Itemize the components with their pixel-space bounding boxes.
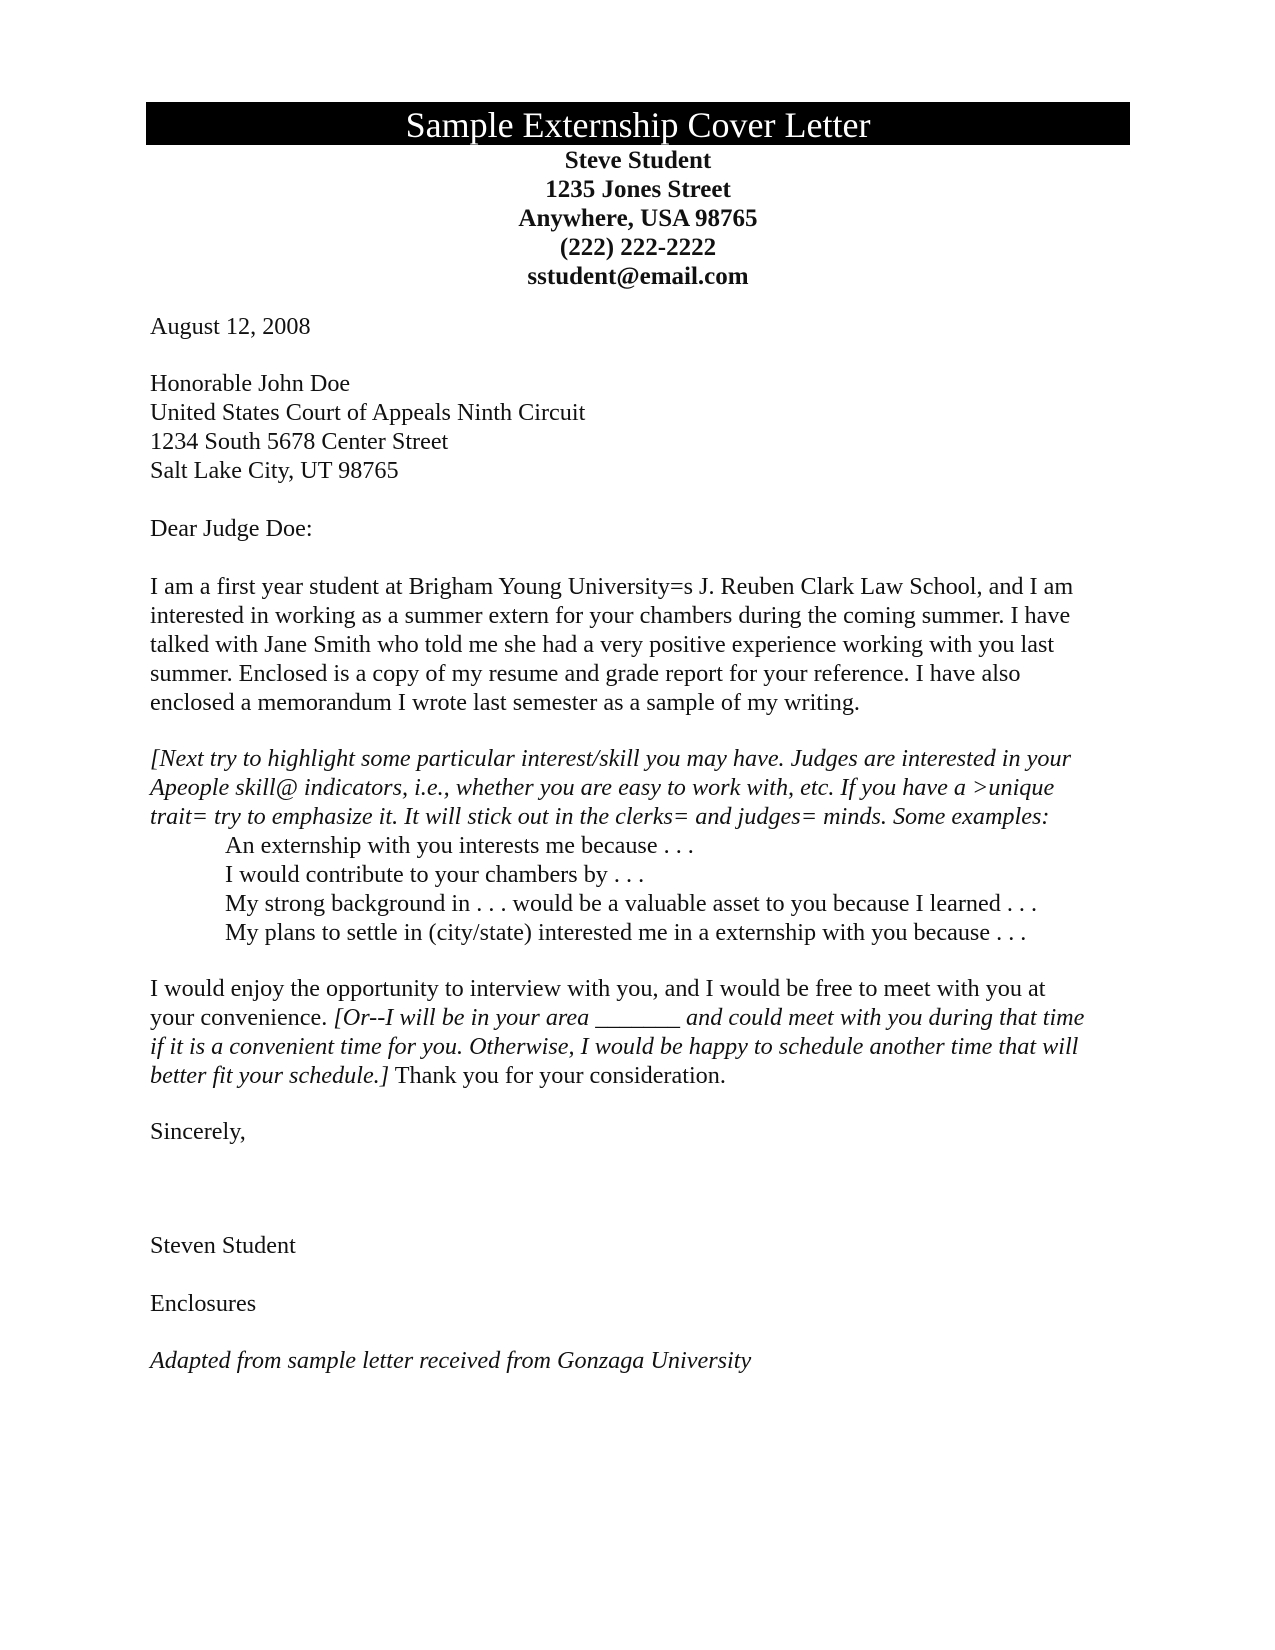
recipient-name: Honorable John Doe xyxy=(150,370,351,397)
sign-off-block xyxy=(150,1117,1130,1146)
closing-line: if it is a convenient time for you. Otherwise, I would be happy to schedule another time that will xyxy=(150,1033,1079,1060)
closing-text: your convenience. xyxy=(150,1004,334,1031)
sender-header xyxy=(146,146,1130,291)
paragraph-intro xyxy=(150,572,1130,717)
paragraph-line: interested in working as a summer extern for your chambers during the coming summer. I have xyxy=(150,602,1071,629)
recipient-city: Salt Lake City, UT 98765 xyxy=(150,457,399,484)
signature-name: Steven Student xyxy=(150,1232,296,1259)
recipient-court: United States Court of Appeals Ninth Circuit xyxy=(150,399,586,426)
closing-text: Thank you for your consideration. xyxy=(389,1062,726,1089)
sender-email: sstudent@email.com xyxy=(527,263,749,290)
guidance-line: Apeople skill@ indicators, i.e., whether you are easy to work with, etc. If you have a >unique xyxy=(150,774,1055,801)
example-item: An externship with you interests me because . . . xyxy=(225,832,694,859)
closing-line xyxy=(150,1061,1130,1090)
salutation: Dear Judge Doe: xyxy=(150,515,313,542)
enclosures-label: Enclosures xyxy=(150,1290,257,1317)
paragraph-line: talked with Jane Smith who told me she had a very positive experience working with you last xyxy=(150,631,1055,658)
closing-phrase: Sincerely, xyxy=(150,1118,246,1145)
example-item: I would contribute to your chambers by . . . xyxy=(225,861,645,888)
guidance-line: [Next try to highlight some particular interest/skill you may have. Judges are interested in your xyxy=(150,745,1071,772)
letter-date-block xyxy=(150,312,1130,341)
recipient-block xyxy=(150,369,1130,485)
closing-line: I would enjoy the opportunity to interview with you, and I would be free to meet with you at xyxy=(150,975,1046,1002)
document-title: Sample Externship Cover Letter xyxy=(146,102,1130,145)
closing-line xyxy=(150,1003,1130,1032)
sender-name: Steve Student xyxy=(564,147,712,174)
salutation-block xyxy=(150,514,1130,543)
signature-block xyxy=(150,1231,1130,1260)
example-item: My strong background in . . . would be a valuable asset to you because I learned . . . xyxy=(225,890,1038,917)
recipient-street: 1234 South 5678 Center Street xyxy=(150,428,449,455)
closing-italic-text: better fit your schedule.] xyxy=(150,1062,390,1089)
enclosures-block xyxy=(150,1289,1130,1318)
sender-phone: (222) 222-2222 xyxy=(559,234,717,261)
paragraph-closing xyxy=(150,974,1130,1090)
closing-italic-text: [Or--I will be in your area _______ and could meet with you during that time xyxy=(333,1004,1085,1031)
paragraph-line: enclosed a memorandum I wrote last semester as a sample of my writing. xyxy=(150,689,860,716)
paragraph-line: I am a first year student at Brigham Young University=s J. Reuben Clark Law School, and I am xyxy=(150,573,1074,600)
footnote-block xyxy=(150,1346,1130,1375)
source-footnote: Adapted from sample letter received from Gonzaga University xyxy=(150,1347,752,1374)
example-item: My plans to settle in (city/state) interested me in a externship with you because . . . xyxy=(225,919,1027,946)
guidance-line: trait= try to emphasize it. It will stick out in the clerks= and judges= minds. Some examples: xyxy=(150,803,1050,830)
letter-date: August 12, 2008 xyxy=(150,313,311,340)
sender-street: 1235 Jones Street xyxy=(545,176,731,203)
paragraph-line: summer. Enclosed is a copy of my resume and grade report for your reference. I have also xyxy=(150,660,1021,687)
paragraph-guidance xyxy=(150,744,1130,947)
sender-city: Anywhere, USA 98765 xyxy=(518,205,758,232)
